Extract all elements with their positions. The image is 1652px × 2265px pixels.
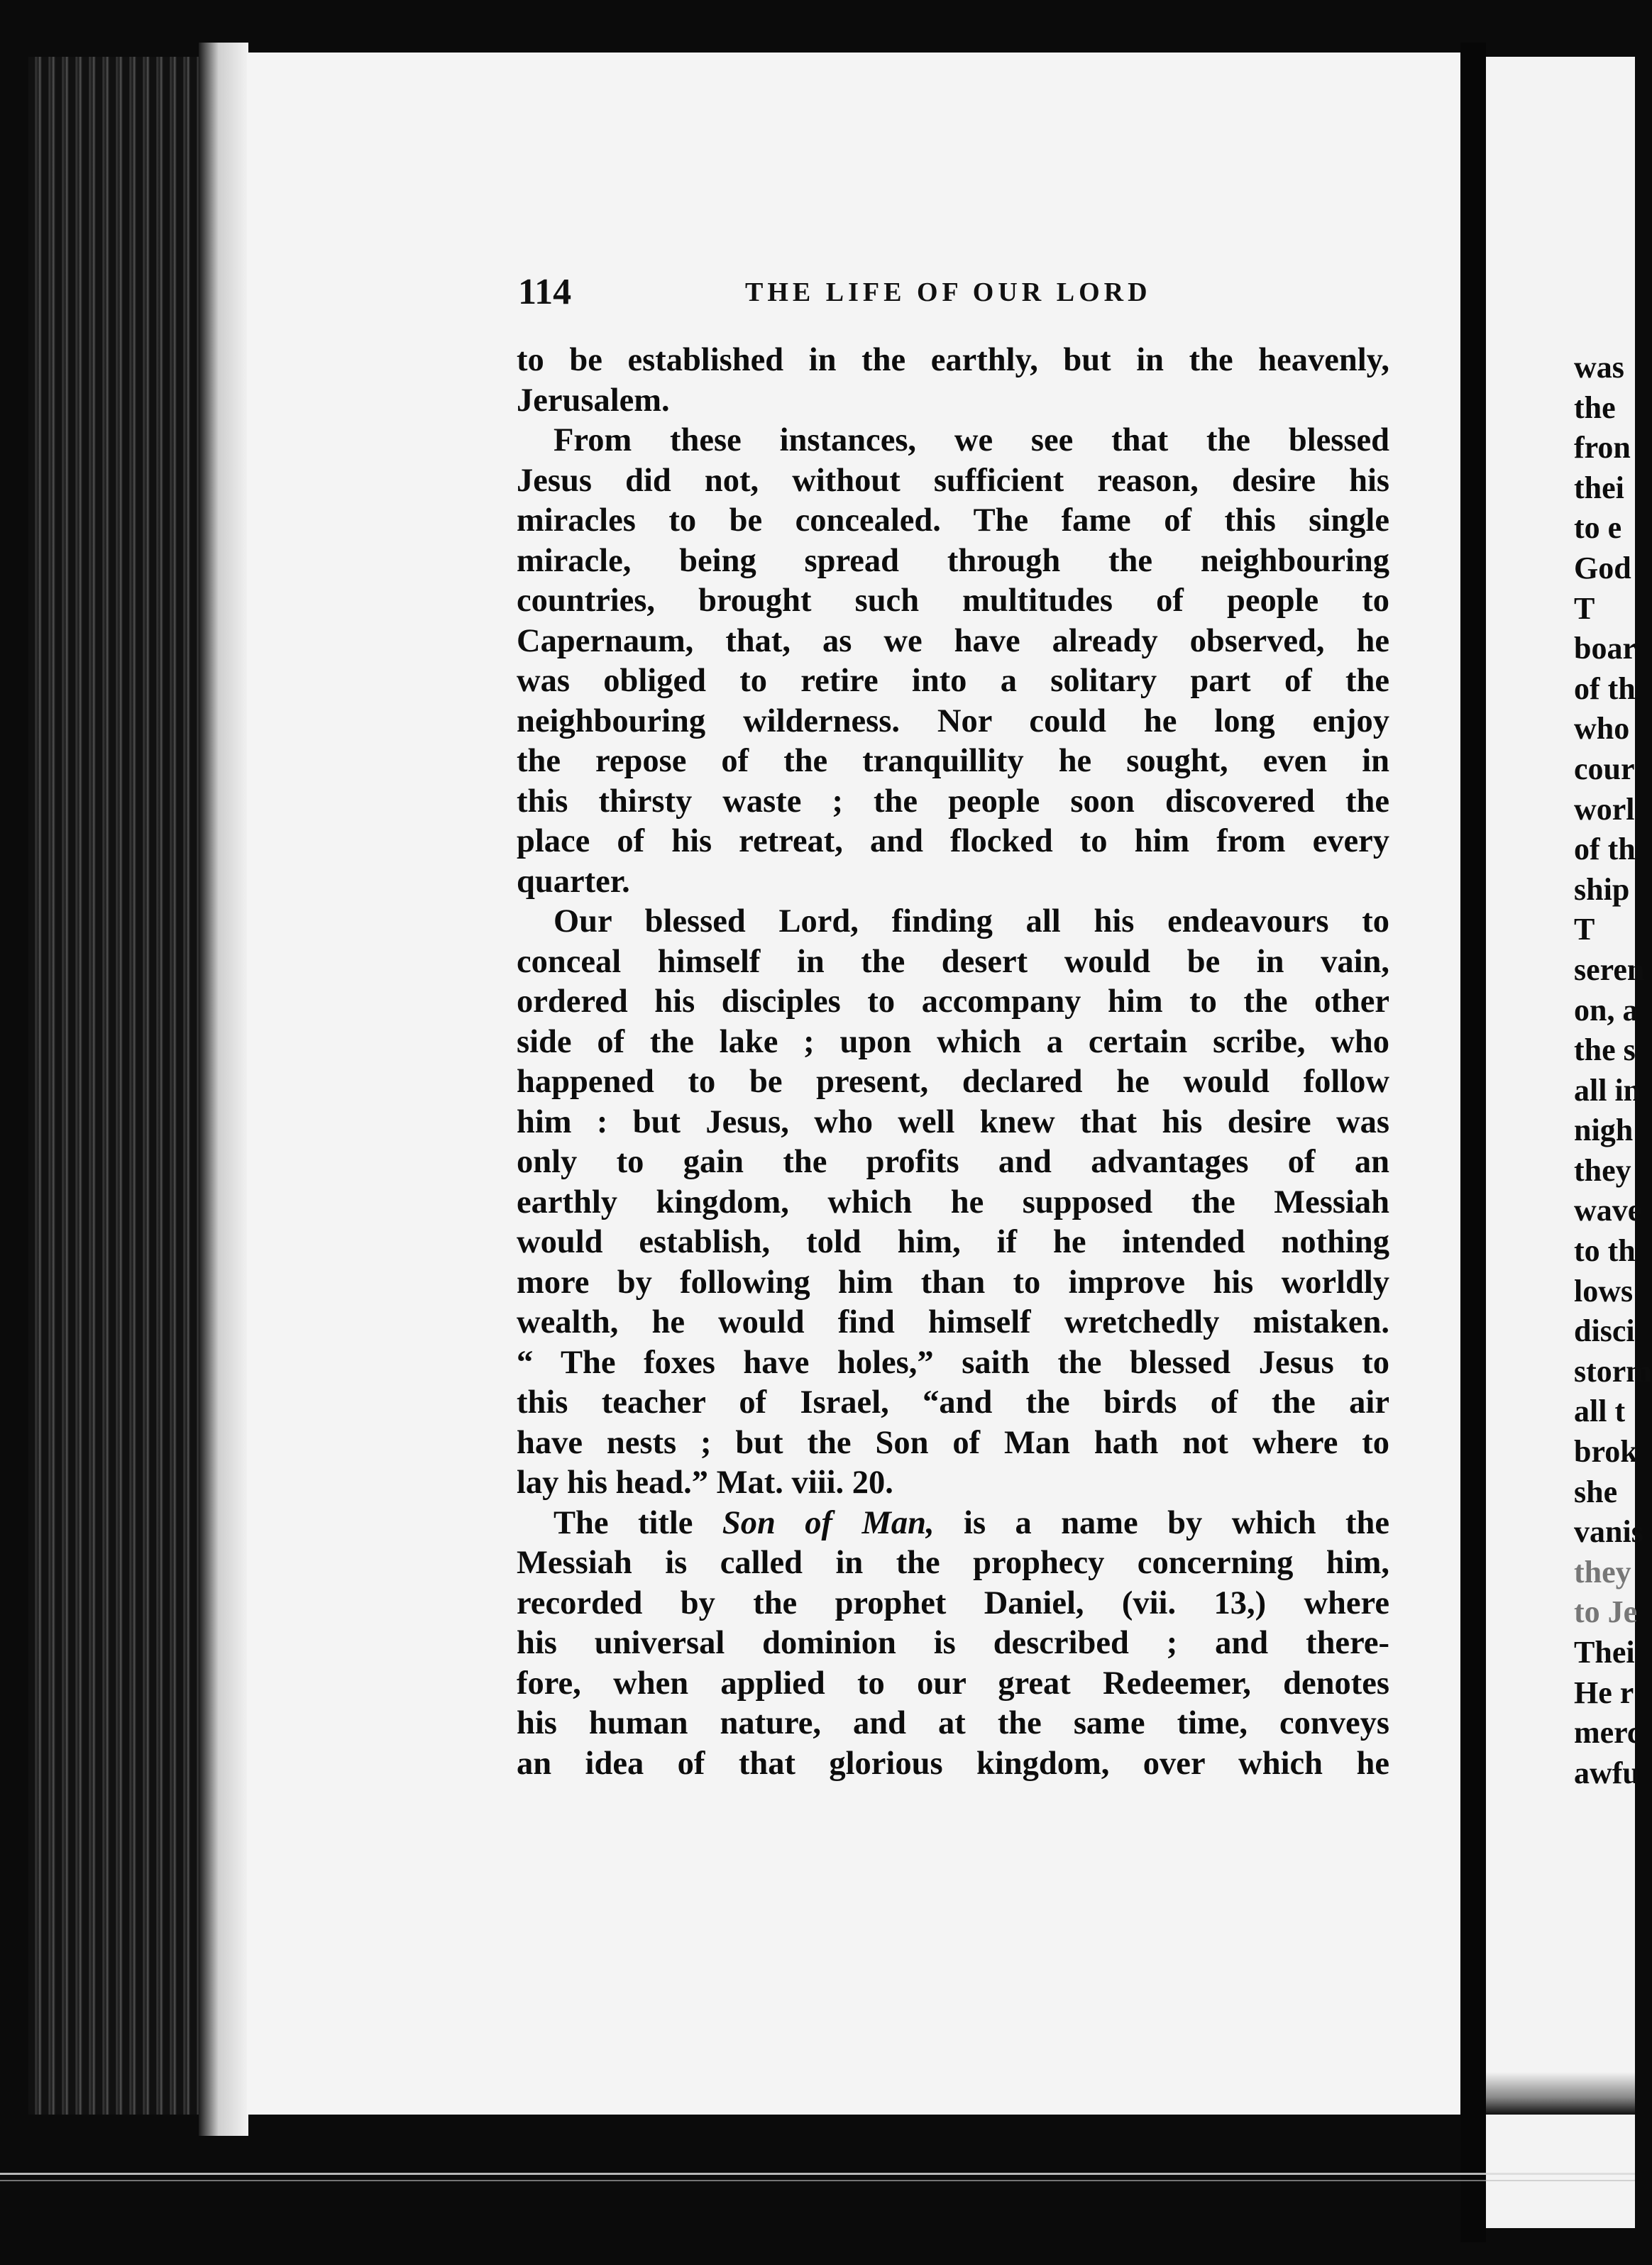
right-page-line-fragment: the [1574, 390, 1616, 425]
right-page-line-fragment: fron [1574, 430, 1631, 465]
text-line: was obliged to retire into a solitary part of the [517, 663, 1389, 699]
right-page-line-fragment: merc [1574, 1715, 1641, 1751]
text-line: neighbouring wilderness. Nor could he long enjoy [517, 702, 1389, 739]
right-page-line-fragment: who [1574, 711, 1630, 746]
page-number: 114 [518, 272, 572, 312]
text-line: place of his retreat, and flocked to him from every [517, 823, 1389, 859]
text-line: Jerusalem. [517, 382, 670, 419]
text-line: this thirsty waste ; the people soon discovered the [517, 783, 1389, 820]
text-line: countries, brought such multitudes of people to [517, 583, 1389, 619]
text-line: Messiah is called in the prophecy concerning him, [517, 1545, 1389, 1581]
right-page-line-fragment: vanis [1574, 1514, 1643, 1550]
text-line: side of the lake ; upon which a certain scribe, who [517, 1023, 1389, 1060]
text-line [517, 1504, 1389, 1544]
text-line: have nests ; but the Son of Man hath not where to [517, 1424, 1389, 1461]
right-page-line-fragment: Thei [1574, 1635, 1635, 1670]
right-page-line-fragment: the s [1574, 1032, 1636, 1068]
text-line: ordered his disciples to accompany him to the other [517, 983, 1389, 1020]
right-page-line-fragment: seren [1574, 952, 1645, 987]
text-line: Our blessed Lord, finding all his endeavours to [554, 903, 1389, 939]
right-page-line-fragment: lows [1574, 1273, 1634, 1308]
right-page-line-fragment: of th [1574, 832, 1636, 867]
italic-term: Son of Man, [722, 1504, 935, 1541]
text-line: this teacher of Israel, “and the birds of the air [517, 1384, 1389, 1421]
right-page-line-fragment: He r [1574, 1675, 1634, 1710]
right-page-line-fragment: awfu [1574, 1755, 1640, 1790]
right-page-line-fragment: brok [1574, 1434, 1638, 1470]
text-line: fore, when applied to our great Redeemer, denotes [517, 1665, 1389, 1702]
text-line: recorded by the prophet Daniel, (vii. 13,) where [517, 1585, 1389, 1621]
text-line: his human nature, and at the same time, conveys [517, 1705, 1389, 1741]
text-line: more by following him than to improve his worldly [517, 1264, 1389, 1301]
right-page-line-fragment: to th [1574, 1233, 1636, 1269]
text-line: quarter. [517, 863, 630, 900]
text-line: his universal dominion is described ; and there- [517, 1625, 1389, 1661]
text-line: him : but Jesus, who well knew that his desire was [517, 1103, 1389, 1140]
text-line: “ The foxes have holes,” saith the blessed Jesus to [517, 1344, 1389, 1381]
title-paragraph-lines [517, 1543, 1389, 1784]
scan-artifact-line [0, 2173, 1635, 2175]
right-page-line-fragment: ship [1574, 871, 1630, 907]
body-text [517, 341, 1389, 1784]
right-page-line-fragment: of th [1574, 671, 1636, 706]
right-page-line-fragment: worl [1574, 791, 1635, 827]
right-page-line-fragment: cour [1574, 751, 1635, 786]
text-line: the repose of the tranquillity he sought, even in [517, 743, 1389, 779]
text-line: miracles to be concealed. The fame of this single [517, 502, 1389, 539]
right-page-text-fragments [1574, 348, 1652, 1793]
right-page-line-fragment: nigh [1574, 1113, 1634, 1148]
text-line: happened to be present, declared he would follow [517, 1064, 1389, 1100]
body-paragraphs [517, 341, 1389, 1504]
text-line: conceal himself in the desert would be in vain, [517, 943, 1389, 980]
text-line: Capernaum, that, as we have already observed, he [517, 622, 1389, 659]
running-header [518, 271, 1391, 314]
book-gutter [1460, 43, 1486, 2242]
page-edge-shadow [199, 43, 248, 2136]
right-page-line-fragment: God [1574, 550, 1631, 585]
text-line: earthly kingdom, which he supposed the Messiah [517, 1184, 1389, 1220]
text-line: only to gain the profits and advantages of an [517, 1144, 1389, 1180]
right-page-line-fragment: T [1574, 590, 1595, 626]
right-page-line-fragment: on, a [1574, 992, 1639, 1027]
right-page-line-fragment: wave [1574, 1193, 1642, 1228]
right-page-line-fragment: to Je [1574, 1594, 1638, 1630]
text-line: From these instances, we see that the blessed [554, 422, 1389, 458]
right-page-line-fragment: all in [1574, 1072, 1641, 1108]
text-line: an idea of that glorious kingdom, over which he [517, 1745, 1389, 1782]
right-page-line-fragment: boar [1574, 631, 1636, 666]
right-page-bottom-edge [1486, 2072, 1635, 2115]
text-fragment: is a name by which the [934, 1504, 1389, 1541]
text-fragment: The title [554, 1504, 722, 1541]
text-line: lay his head.” Mat. viii. 20. [517, 1465, 893, 1501]
right-page-line-fragment: was [1574, 350, 1624, 385]
text-line: Jesus did not, without sufficient reason, desire his [517, 462, 1389, 499]
text-line: miracle, being spread through the neighbouring [517, 542, 1389, 579]
right-page-line-fragment: she [1574, 1474, 1618, 1509]
running-title: THE LIFE OF OUR LORD [745, 277, 1152, 307]
text-line: to be established in the earthly, but in the heavenly, [517, 342, 1389, 378]
right-page-line-fragment: they [1574, 1554, 1631, 1589]
right-page-line-fragment: they [1574, 1152, 1631, 1188]
right-page-line-fragment: storm [1574, 1353, 1652, 1389]
scan-artifact-line [0, 2180, 1635, 2181]
right-page-line-fragment: T [1574, 912, 1595, 947]
right-page-line-fragment: disci [1574, 1313, 1635, 1349]
right-page-line-fragment: thei [1574, 470, 1624, 505]
right-page-line-fragment: all t [1574, 1394, 1626, 1429]
right-page-line-fragment: to e [1574, 510, 1622, 546]
text-line: would establish, told him, if he intended nothing [517, 1224, 1389, 1260]
text-line: wealth, he would find himself wretchedly mistaken. [517, 1304, 1389, 1340]
